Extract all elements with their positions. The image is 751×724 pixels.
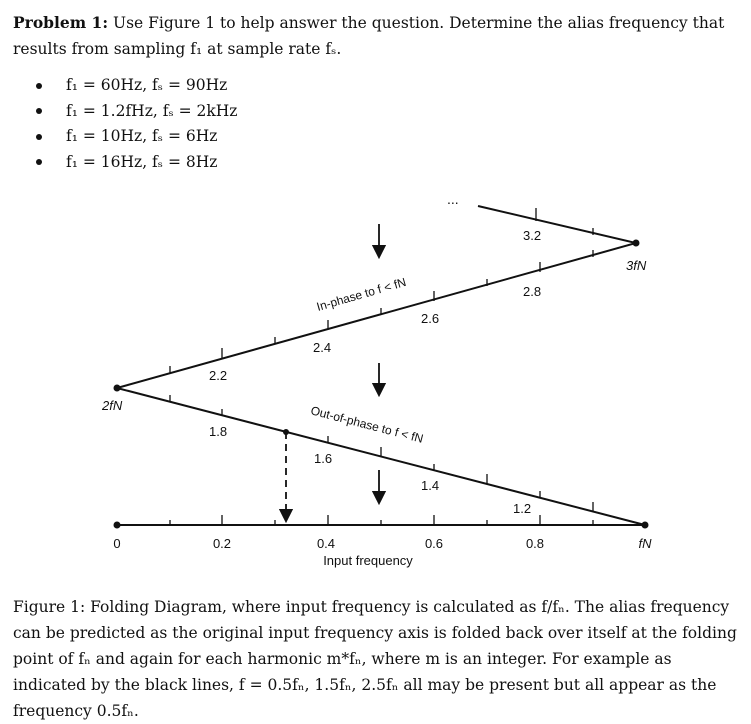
segment-label-3fn: 3fN xyxy=(626,258,647,273)
list-item: f₁ = 60Hz, fₛ = 90Hz xyxy=(36,73,237,99)
problem-statement xyxy=(13,10,739,62)
fold-segment-2 xyxy=(117,243,636,388)
folding-diagram xyxy=(0,180,751,580)
segment-label-1.8: 1.8 xyxy=(209,424,228,439)
out-of-phase-annotation: Out-of-phase to f < fN xyxy=(309,403,425,446)
segment-label-2fn: 2fN xyxy=(102,398,123,413)
axis-label-0.8: 0.8 xyxy=(525,536,545,551)
segment-label-1.6: 1.6 xyxy=(314,451,333,466)
problem-label: Problem 1: xyxy=(13,13,109,32)
alias-point-dot xyxy=(283,429,289,435)
axis-label-fn: fN xyxy=(638,536,652,551)
x-axis-title: Input frequency xyxy=(323,553,413,568)
base-ticks xyxy=(170,515,593,525)
cases-list xyxy=(36,73,237,175)
figure-caption: Figure 1: Folding Diagram, where input frequency is calculated as f/fₙ. The alias frequency can be predicted as the original input frequency axis is folded back over itself at the folding point of fₙ and again for each harmonic m*fₙ, where m is an integer. For example as indicated by the black lines, f = 0.5fₙ, 1.5fₙ, 2.5fₙ all may be present but all appear as the frequency 0.5fₙ. xyxy=(13,598,737,720)
bullet-icon xyxy=(36,134,42,140)
axis-label-0.2: 0.2 xyxy=(212,536,232,551)
origin-dot xyxy=(114,522,121,529)
bullet-icon xyxy=(36,159,42,165)
segment-label-1.2: 1.2 xyxy=(513,501,532,516)
list-item: f₁ = 10Hz, fₛ = 6Hz xyxy=(36,124,237,150)
segment-label-2.4: 2.4 xyxy=(313,340,332,355)
axis-label-0.4: 0.4 xyxy=(316,536,336,551)
segment-label-3.2: 3.2 xyxy=(523,228,542,243)
segment-label-2.2: 2.2 xyxy=(209,368,228,383)
bullet-icon xyxy=(36,108,42,114)
fold-segment-3 xyxy=(478,206,636,243)
list-item: f₁ = 1.2fHz, fₛ = 2kHz xyxy=(36,99,237,125)
problem-text: Use Figure 1 to help answer the question. Determine the alias frequency that results from sampling f₁ at sample rate fₛ. xyxy=(13,14,725,58)
bullet-icon xyxy=(36,83,42,89)
list-item: f₁ = 16Hz, fₛ = 8Hz xyxy=(36,150,237,176)
segment-label-1.4: 1.4 xyxy=(421,478,440,493)
segment-label-2.8: 2.8 xyxy=(523,284,542,299)
continuation-dots: ... xyxy=(447,191,459,207)
segment-label-2.6: 2.6 xyxy=(421,311,440,326)
axis-label-0.6: 0.6 xyxy=(424,536,444,551)
axis-label-0: 0 xyxy=(113,536,121,551)
in-phase-annotation: In-phase to f < fN xyxy=(314,274,408,314)
